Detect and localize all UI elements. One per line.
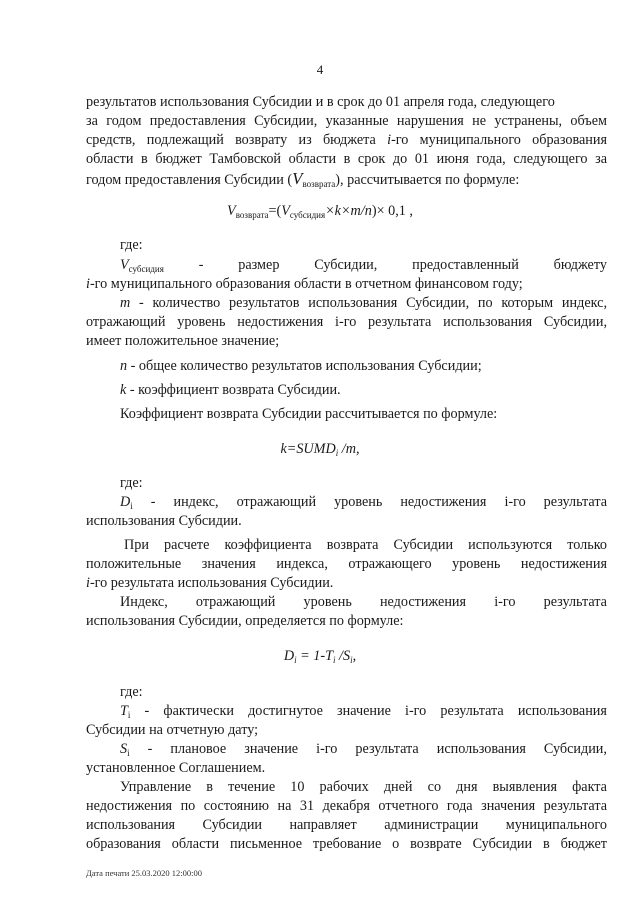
definition-line: отражающий уровень недостижения i-го результата использования Субсидии,: [86, 314, 607, 330]
definition-n: n - общее количество результатов использования Субсидии;: [120, 358, 482, 374]
definition-line: имеет положительное значение;: [86, 333, 280, 349]
formula-k: $k=SUMD_i$ /m,: [280, 441, 360, 458]
paragraph-line: При расчете коэффициента возврата Субсидии используются только: [124, 537, 607, 553]
formula-d: $D_i = 1-T_i$ $/S_i$,: [283, 648, 357, 665]
paragraph-line: результатов использования Субсидии и в срок до 01 апреля года, следующего: [86, 94, 555, 110]
paragraph-line: образования области письменное требование о возврате Субсидии в бюджет: [86, 836, 607, 852]
paragraph-line: i-го результата использования Субсидии.: [86, 575, 334, 591]
formula-v-return: $V_{возврата}=(V_{субсидия}\times k\times m/n)\times 0,1$ ,: [227, 203, 413, 220]
definition-vsubsidy: $V_{субсидия}$ - размер Субсидии, предоставленный бюджету: [120, 257, 607, 274]
paragraph-line: средств, подлежащий возврату из бюджета i-го муниципального образования: [86, 132, 607, 148]
definition-line: установленное Соглашением.: [86, 760, 266, 776]
paragraph-k-intro: Коэффициент возврата Субсидии рассчитывается по формуле:: [120, 406, 498, 422]
print-date-footer: Дата печати 25.03.2020 12:00:00: [86, 868, 202, 878]
definition-s: $S_i$ - плановое значение i-го результата использования Субсидии,: [120, 741, 607, 758]
definition-line: использования Субсидии.: [86, 513, 242, 529]
where-label: где:: [120, 237, 143, 253]
page-number: 4: [316, 62, 324, 77]
definition-m: m - количество результатов использования Субсидии, по которым индекс,: [120, 295, 607, 311]
paragraph-line: области в бюджет Тамбовской области в срок до 01 июня года, следующего за: [86, 151, 607, 167]
where-label: где:: [120, 475, 143, 491]
paragraph-line: использования Субсидии направляет администрации муниципального: [86, 817, 607, 833]
definition-d: $D_i$ - индекс, отражающий уровень недостижения i-го результата: [120, 494, 607, 511]
definition-line: Субсидии на отчетную дату;: [86, 722, 259, 738]
paragraph-line: за годом предоставления Субсидии, указанные нарушения не устранены, объем: [86, 113, 607, 129]
paragraph-index: Индекс, отражающий уровень недостижения i-го результата: [120, 594, 607, 610]
where-label: где:: [120, 684, 143, 700]
definition-k: k - коэффициент возврата Субсидии.: [120, 382, 341, 398]
paragraph-final: Управление в течение 10 рабочих дней со дня выявления факта: [120, 779, 607, 795]
paragraph-line: годом предоставления Субсидии $(V_{возврата})$, рассчитывается по формуле:: [86, 169, 520, 189]
paragraph-line: использования Субсидии, определяется по формуле:: [86, 613, 404, 629]
definition-t: $T_i$ - фактически достигнутое значение i-го результата использования: [120, 703, 607, 720]
paragraph-line: положительные значения индекса, отражающего уровень недостижения: [86, 556, 607, 572]
paragraph-line: недостижения по состоянию на 31 декабря отчетного года значения результата: [86, 798, 607, 814]
definition-line: i-го муниципального образования области в отчетном финансовом году;: [86, 276, 523, 292]
